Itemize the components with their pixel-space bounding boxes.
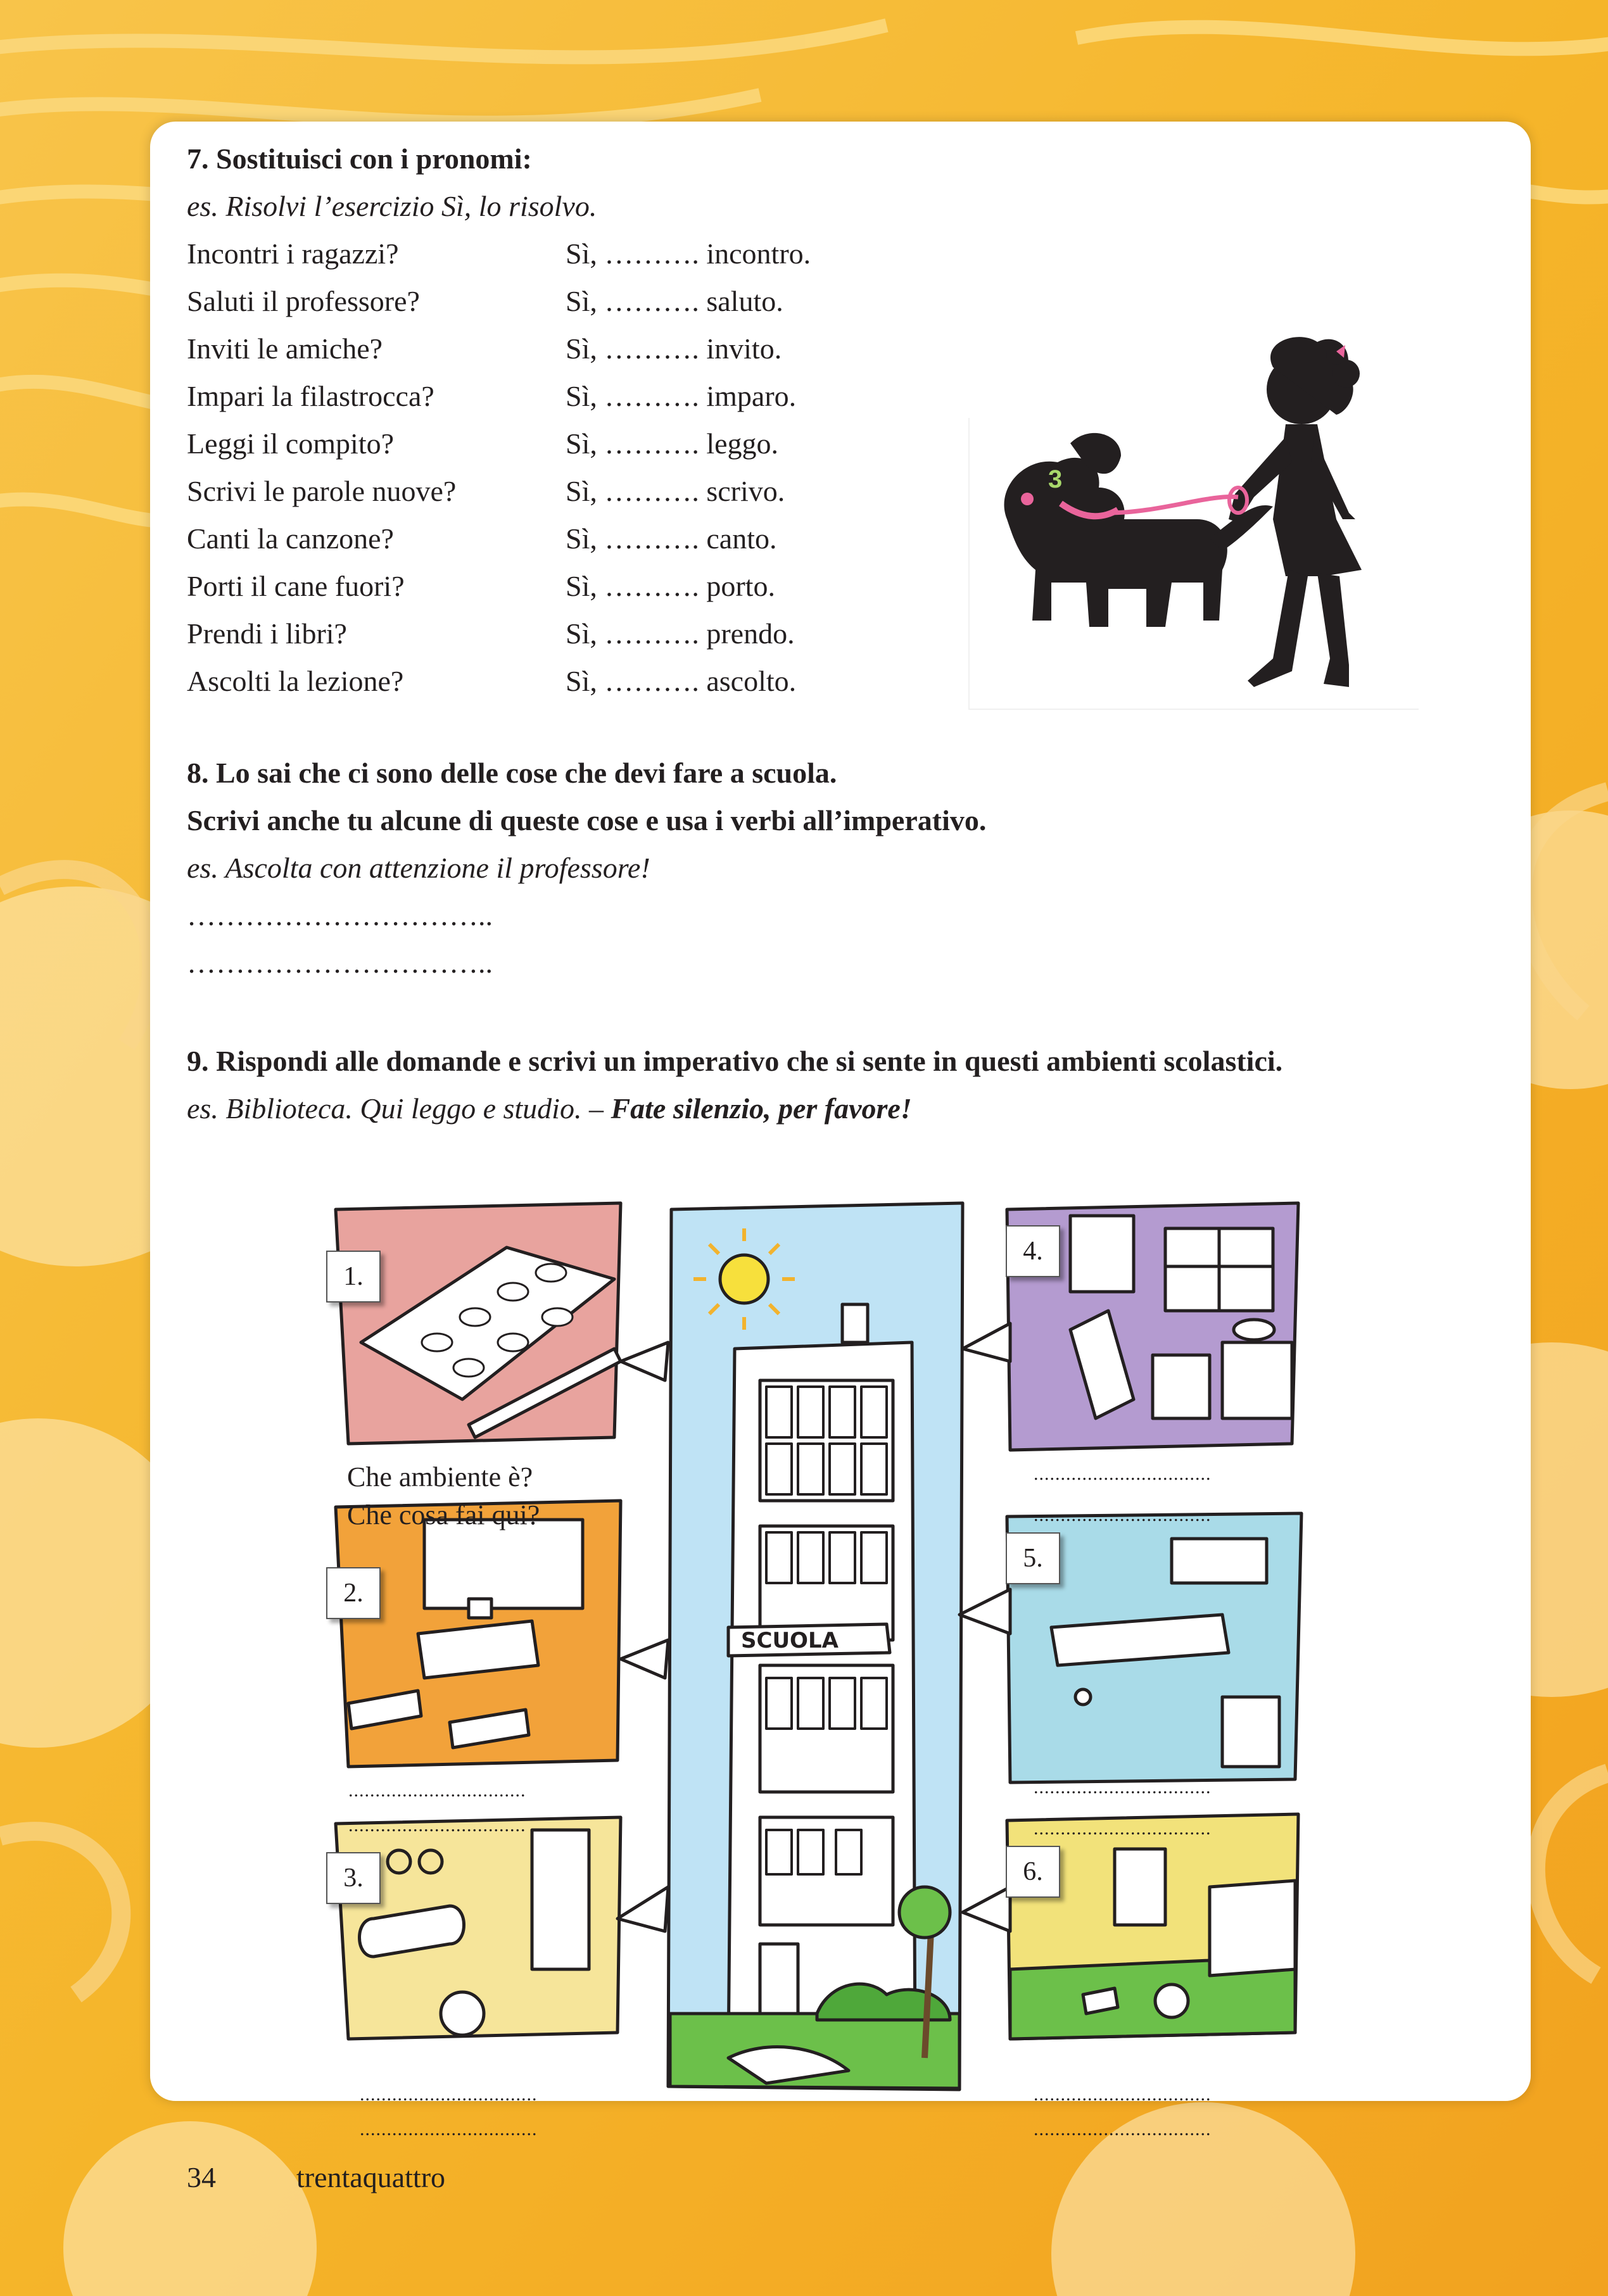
ex7-answer: Sì, ………. imparo. xyxy=(566,380,797,412)
answer-line[interactable]: ................................. xyxy=(1034,1777,1212,1798)
answer-line[interactable]: ................................. xyxy=(360,2119,538,2140)
ex7-question: Porti il cane fuori? xyxy=(187,570,405,602)
answer-line[interactable]: ................................. xyxy=(1034,1818,1212,1839)
svg-text:3: 3 xyxy=(1048,465,1063,493)
ex7-question: Inviti le amiche? xyxy=(187,332,383,365)
ex7-question: Canti la canzone? xyxy=(187,522,394,555)
school-illustration xyxy=(323,1171,1317,2109)
room-number-2: 2. xyxy=(326,1567,381,1619)
girl-walking-dog-illustration xyxy=(956,329,1425,722)
ex8-answer-blank[interactable]: ………………………….. xyxy=(187,947,493,979)
room-number-5: 5. xyxy=(1006,1532,1060,1584)
answer-line[interactable]: ................................. xyxy=(1034,2119,1212,2140)
ex7-question: Scrivi le parole nuove? xyxy=(187,475,457,507)
ex7-example: es. Risolvi l’esercizio Sì, lo risolvo. xyxy=(187,190,597,222)
ex9-example-text: es. Biblioteca. Qui leggo e studio. – xyxy=(187,1092,611,1125)
ex7-question: Prendi i libri? xyxy=(187,617,347,650)
ex7-question: Impari la filastrocca? xyxy=(187,380,434,412)
answer-line[interactable]: ................................. xyxy=(360,2084,538,2105)
answer-line[interactable]: ................................. xyxy=(1034,1463,1212,1484)
ex7-answer: Sì, ………. leggo. xyxy=(566,427,779,460)
room-number-6: 6. xyxy=(1006,1846,1060,1898)
ex7-answer: Sì, ………. canto. xyxy=(566,522,777,555)
ex8-example: es. Ascolta con attenzione il professore! xyxy=(187,852,650,884)
ex7-answer: Sì, ………. prendo. xyxy=(566,617,795,650)
room-number-4: 4. xyxy=(1006,1225,1060,1277)
ex8-title-line2: Scrivi anche tu alcune di queste cose e usa i verbi all’imperativo. xyxy=(187,804,987,836)
ex7-question: Ascolti la lezione? xyxy=(187,665,404,697)
answer-line[interactable]: ................................. xyxy=(348,1780,526,1801)
ex7-answer: Sì, ………. invito. xyxy=(566,332,782,365)
answer-line[interactable]: ................................. xyxy=(1034,1504,1212,1525)
question-activity: Che cosa fai qui? xyxy=(347,1499,540,1530)
ex8-title-line1: 8. Lo sai che ci sono delle cose che devi fare a scuola. xyxy=(187,757,837,789)
answer-line[interactable]: ................................. xyxy=(1034,2084,1212,2105)
ex9-example-imperative: Fate silenzio, per favore! xyxy=(611,1092,912,1125)
ex7-answer: Sì, ………. ascolto. xyxy=(566,665,797,697)
room-number-3: 3. xyxy=(326,1852,381,1904)
ex9-title: 9. Rispondi alle domande e scrivi un imperativo che si sente in questi ambienti scolastici. xyxy=(187,1045,1283,1077)
ex7-answer: Sì, ………. incontro. xyxy=(566,237,811,270)
question-environment: Che ambiente è? xyxy=(347,1461,533,1492)
answer-line[interactable]: ................................. xyxy=(348,1815,526,1836)
ex7-question: Incontri i ragazzi? xyxy=(187,237,399,270)
ex8-answer-blank[interactable]: ………………………….. xyxy=(187,899,493,931)
ex7-answer: Sì, ………. scrivo. xyxy=(566,475,785,507)
page-number: 34 xyxy=(187,2161,216,2193)
ex7-answer: Sì, ………. porto. xyxy=(566,570,775,602)
ex7-question: Saluti il professore? xyxy=(187,285,420,317)
ex7-title: 7. Sostituisci con i pronomi: xyxy=(187,142,532,175)
ex7-answer: Sì, ………. saluto. xyxy=(566,285,783,317)
school-sign-text: SCUOLA xyxy=(741,1628,839,1653)
page-number-word: trentaquattro xyxy=(296,2161,446,2193)
ex9-example xyxy=(187,1090,912,1127)
ex7-question: Leggi il compito? xyxy=(187,427,395,460)
room-number-1: 1. xyxy=(326,1251,381,1303)
